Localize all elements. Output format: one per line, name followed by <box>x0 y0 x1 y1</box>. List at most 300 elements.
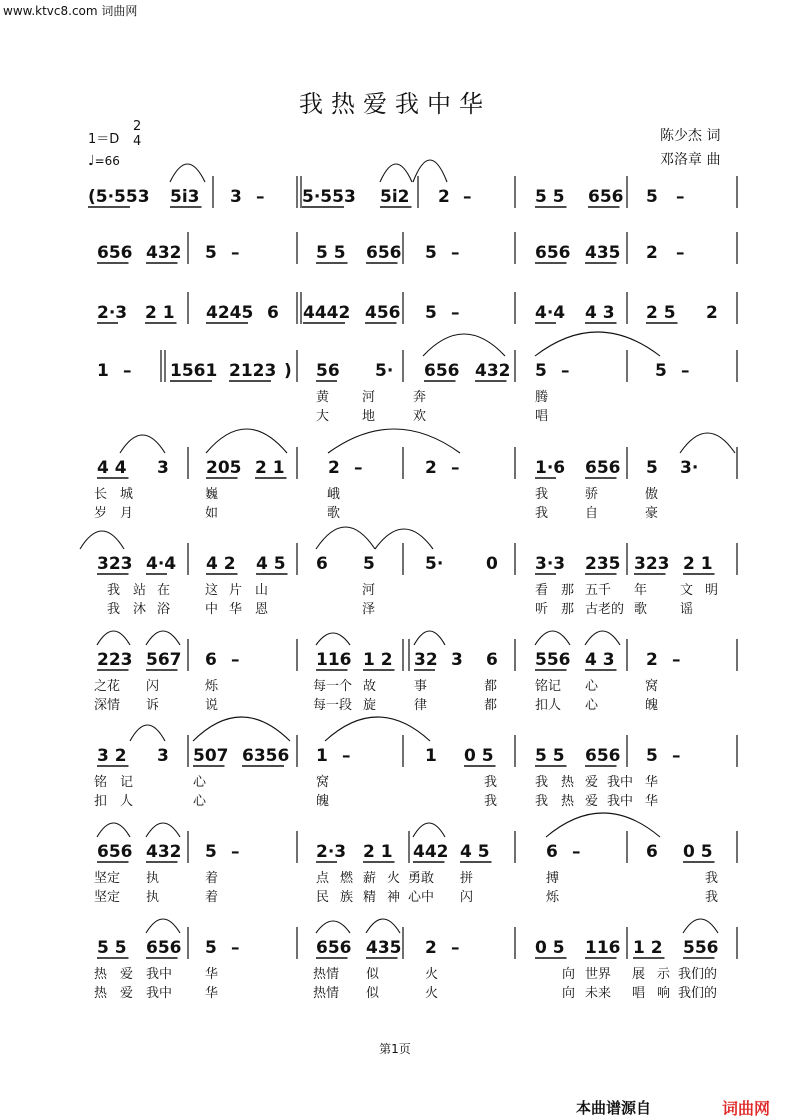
note-group: – <box>681 361 690 381</box>
lyric-syllable: 窝 <box>645 679 659 694</box>
score-system <box>94 429 737 521</box>
note-group: 432 <box>146 243 182 263</box>
slur-arc <box>535 631 570 645</box>
lyric-syllable: 爱 <box>120 967 134 982</box>
lyric-syllable: 华 <box>205 986 219 1001</box>
lyric-syllable: 我们的 <box>678 986 718 1001</box>
lyric-syllable: 欢 <box>413 409 427 424</box>
lyric-syllable: 心中 <box>408 890 435 905</box>
note-group: 3 <box>451 650 463 670</box>
lyric-syllable: 族 <box>340 890 354 905</box>
note-group: 656 <box>588 187 624 207</box>
lyric-syllable: 我 <box>705 871 719 886</box>
slur-arc <box>535 332 660 356</box>
note-group: 4 3 <box>585 303 615 323</box>
lyric-syllable: 华 <box>645 775 659 790</box>
lyric-syllable: 我 <box>484 794 498 809</box>
lyric-syllable: 古老的 <box>585 602 625 617</box>
lyric-syllable: 我 <box>535 506 549 521</box>
note-group: 656 <box>535 243 571 263</box>
lyric-syllable: 我 <box>535 487 549 502</box>
note-group: 5· <box>375 361 394 381</box>
note-group: – <box>676 243 685 263</box>
lyric-syllable: 我 <box>107 583 121 598</box>
note-group: 456 <box>365 303 401 323</box>
note-group: 4 2 <box>206 554 236 574</box>
note-group: 3·3 <box>535 554 566 574</box>
lyric-syllable: 文 <box>680 583 694 598</box>
note-group: – <box>451 303 460 323</box>
note-group: 5 <box>205 938 217 958</box>
source-label: 本曲谱源自 <box>576 1099 652 1117</box>
time-signature-top: 2 <box>133 119 142 134</box>
score-system <box>88 160 737 208</box>
note-group: 2 <box>646 650 658 670</box>
lyric-syllable: 每一段 <box>313 698 353 713</box>
note-group: 2 5 <box>646 303 676 323</box>
lyric-syllable: 热情 <box>313 986 340 1001</box>
note-group: 1 <box>97 361 109 381</box>
note-group: 5 <box>425 243 437 263</box>
note-group: 0 5 <box>683 842 713 862</box>
slur-arc <box>193 717 290 741</box>
lyric-syllable: 爱 <box>585 794 599 809</box>
lyric-syllable: 似 <box>366 986 380 1001</box>
slur-arc <box>585 631 620 645</box>
lyric-syllable: 事 <box>414 679 428 694</box>
note-group: 5 5 <box>535 187 565 207</box>
note-group: – <box>561 361 570 381</box>
lyric-syllable: 泽 <box>362 602 376 617</box>
lyricist-credit: 陈少杰 词 <box>660 128 721 144</box>
lyric-syllable: 那 <box>561 583 575 598</box>
note-group: – <box>672 746 681 766</box>
lyric-syllable: 歌 <box>327 506 341 521</box>
lyric-syllable: 记 <box>120 775 134 790</box>
slur-arc <box>146 631 180 645</box>
note-group: – <box>231 938 240 958</box>
note-group: 323 <box>97 554 133 574</box>
note-group: 5 <box>363 554 375 574</box>
note-group: 432 <box>475 361 511 381</box>
note-group: 205 <box>206 458 242 478</box>
note-group: 5 <box>205 842 217 862</box>
slur-arc <box>375 529 433 549</box>
lyric-syllable: 五千 <box>585 583 612 598</box>
tempo-value: =66 <box>94 154 120 168</box>
note-group: 5i3 <box>170 187 200 207</box>
note-group: 3· <box>680 458 699 478</box>
key-signature: 1＝D <box>88 132 120 147</box>
lyric-syllable: 腾 <box>535 390 549 405</box>
lyric-syllable: 我 <box>535 794 549 809</box>
note-group: 5·553 <box>302 187 356 207</box>
note-group: 1 2 <box>363 650 393 670</box>
note-group: 435 <box>366 938 402 958</box>
lyric-syllable: 看 <box>535 583 549 598</box>
lyric-syllable: 峨 <box>327 487 341 502</box>
slur-arc <box>80 531 124 549</box>
note-group: 656 <box>146 938 182 958</box>
lyric-syllable: 未来 <box>585 986 612 1001</box>
lyric-syllable: 华 <box>205 967 219 982</box>
lyric-syllable: 热情 <box>313 967 340 982</box>
slur-arc <box>325 717 430 741</box>
lyric-syllable: 恩 <box>255 602 269 617</box>
lyric-syllable: 魄 <box>316 794 330 809</box>
note-group: 5 <box>205 243 217 263</box>
note-group: 2 1 <box>145 303 175 323</box>
lyric-syllable: 爱 <box>585 775 599 790</box>
lyric-syllable: 深情 <box>94 698 121 713</box>
note-group: 656 <box>585 746 621 766</box>
lyric-syllable: 我中 <box>146 986 173 1001</box>
note-group: 2 <box>706 303 718 323</box>
score-system <box>80 527 737 617</box>
lyric-syllable: 唱 <box>535 409 549 424</box>
note-group: 6 <box>486 650 498 670</box>
note-group: 223 <box>97 650 133 670</box>
lyric-syllable: 心 <box>585 679 599 694</box>
note-group: 6 <box>646 842 658 862</box>
slur-arc <box>316 921 350 933</box>
note-group: – <box>256 187 265 207</box>
lyric-syllable: 山 <box>255 583 269 598</box>
note-group: 56 <box>316 361 340 381</box>
note-group: 556 <box>683 938 719 958</box>
note-group: 5 <box>655 361 667 381</box>
note-group: 4442 <box>303 303 351 323</box>
lyric-syllable: 执 <box>146 871 160 886</box>
slur-arc <box>170 164 205 182</box>
note-group: 5 <box>425 303 437 323</box>
note-group: 2·3 <box>97 303 128 323</box>
lyric-syllable: 地 <box>362 409 376 424</box>
lyric-syllable: 华 <box>229 602 243 617</box>
note-group: 656 <box>366 243 402 263</box>
slur-arc <box>146 823 180 837</box>
note-group: 5i2 <box>380 187 410 207</box>
note-group: 556 <box>535 650 571 670</box>
lyric-syllable: 旋 <box>363 698 377 713</box>
score-system <box>94 919 737 1001</box>
lyric-syllable: 火 <box>425 986 439 1001</box>
note-group: 5· <box>425 554 444 574</box>
lyric-syllable: 热 <box>561 775 575 790</box>
note-group: 6356 <box>242 746 290 766</box>
lyric-syllable: 示 <box>657 967 671 982</box>
lyric-syllable: 每一个 <box>313 679 353 694</box>
note-group: – <box>451 938 460 958</box>
note-group: 3 <box>157 746 169 766</box>
site-watermark: www.ktvc8.com 词曲网 <box>3 4 138 18</box>
note-group: 507 <box>193 746 229 766</box>
note-group: 656 <box>97 842 133 862</box>
note-group: 5 5 <box>316 243 346 263</box>
lyric-syllable: 火 <box>387 871 401 886</box>
lyric-syllable: 薪 <box>363 871 377 886</box>
note-group: 2 <box>328 458 340 478</box>
note-group: – <box>231 842 240 862</box>
lyric-syllable: 豪 <box>645 506 659 521</box>
note-group: 4245 <box>206 303 254 323</box>
note-group: 2 <box>425 938 437 958</box>
note-group: 1561 <box>170 361 218 381</box>
lyric-syllable: 长 <box>94 487 108 502</box>
note-group: – <box>231 243 240 263</box>
note-group: 5 <box>646 458 658 478</box>
note-group: 4 4 <box>97 458 127 478</box>
lyric-syllable: 爱 <box>120 986 134 1001</box>
note-group: 3 <box>157 458 169 478</box>
note-group: 5 <box>646 187 658 207</box>
slur-arc <box>414 631 445 645</box>
lyric-syllable: 我 <box>107 602 121 617</box>
lyric-syllable: 在 <box>157 583 171 598</box>
lyric-syllable: 火 <box>425 967 439 982</box>
lyric-syllable: 我 <box>705 890 719 905</box>
note-group: 2 <box>438 187 450 207</box>
note-group: 1 2 <box>633 938 663 958</box>
note-group: 323 <box>634 554 670 574</box>
note-group: 2 1 <box>683 554 713 574</box>
lyric-syllable: 我 <box>535 775 549 790</box>
lyric-syllable: 燃 <box>340 871 354 886</box>
lyric-syllable: 奔 <box>413 390 427 405</box>
lyric-syllable: 响 <box>657 986 671 1001</box>
score-system <box>97 332 737 424</box>
score-system <box>94 631 737 713</box>
score-system <box>97 292 737 324</box>
lyric-syllable: 心 <box>193 794 207 809</box>
note-group: – <box>463 187 472 207</box>
note-group: 1 <box>425 746 437 766</box>
note-group: 116 <box>585 938 621 958</box>
note-group: 0 5 <box>464 746 494 766</box>
lyric-syllable: 点 <box>316 871 330 886</box>
lyric-syllable: 那 <box>561 602 575 617</box>
time-signature-bottom: 4 <box>133 134 142 149</box>
lyric-syllable: 闪 <box>146 679 160 694</box>
lyric-syllable: 神 <box>387 890 401 905</box>
lyric-syllable: 烁 <box>205 679 219 694</box>
slur-arc <box>413 823 445 837</box>
lyric-syllable: 自 <box>585 506 599 521</box>
note-group: 2 <box>646 243 658 263</box>
lyric-syllable: 故 <box>363 679 377 694</box>
slur-arc <box>206 429 287 453</box>
note-group: 3 <box>230 187 242 207</box>
note-group: (5·553 <box>88 187 150 207</box>
note-group: 2 1 <box>255 458 285 478</box>
slur-arc <box>366 919 400 933</box>
lyric-syllable: 铭记 <box>535 679 562 694</box>
note-group: – <box>354 458 363 478</box>
slur-arc <box>423 334 505 356</box>
note-group: 2 1 <box>363 842 393 862</box>
note-group: 3 2 <box>97 746 127 766</box>
lyric-syllable: 华 <box>645 794 659 809</box>
lyric-syllable: 浴 <box>157 602 171 617</box>
note-group: 0 5 <box>535 938 565 958</box>
lyric-syllable: 黄 <box>316 390 330 405</box>
note-group: 2123 <box>229 361 277 381</box>
lyric-syllable: 似 <box>366 967 380 982</box>
lyric-syllable: 坚定 <box>94 890 121 905</box>
lyric-syllable: 着 <box>205 871 219 886</box>
slur-arc <box>546 813 660 837</box>
lyric-syllable: 歌 <box>634 602 648 617</box>
lyric-syllable: 民 <box>316 890 330 905</box>
slur-arc <box>680 433 735 453</box>
lyric-syllable: 搏 <box>546 871 560 886</box>
lyric-syllable: 坚定 <box>94 871 121 886</box>
note-group: – <box>451 243 460 263</box>
lyric-syllable: 说 <box>205 698 219 713</box>
note-group: – <box>231 650 240 670</box>
slur-arc <box>316 633 350 645</box>
lyric-syllable: 热 <box>94 986 108 1001</box>
note-group: 116 <box>316 650 352 670</box>
lyric-syllable: 中 <box>205 602 219 617</box>
lyric-syllable: 向 <box>562 986 576 1001</box>
lyric-syllable: 热 <box>561 794 575 809</box>
note-group: 4 3 <box>585 650 615 670</box>
lyric-syllable: 沐 <box>133 602 147 617</box>
note-group: – <box>123 361 132 381</box>
note-group: 5 5 <box>97 938 127 958</box>
note-group: 4 5 <box>256 554 286 574</box>
lyric-syllable: 我们的 <box>678 967 718 982</box>
note-group: 4·4 <box>146 554 177 574</box>
lyric-syllable: 年 <box>634 583 648 598</box>
page-number: 第1页 <box>379 1042 411 1056</box>
lyric-syllable: 谣 <box>680 602 694 617</box>
lyric-syllable: 扣 <box>94 794 108 809</box>
slur-arc <box>97 823 130 837</box>
note-group: 432 <box>146 842 182 862</box>
note-group: 6 <box>546 842 558 862</box>
note-group: 235 <box>585 554 621 574</box>
lyric-syllable: 巍 <box>205 487 219 502</box>
note-group: 32 <box>414 650 438 670</box>
note-group: 4·4 <box>535 303 566 323</box>
lyric-syllable: 精 <box>363 890 377 905</box>
note-group: – <box>672 650 681 670</box>
lyric-syllable: 河 <box>362 390 376 405</box>
note-group: 0 <box>486 554 498 574</box>
lyric-syllable: 扣人 <box>535 698 562 713</box>
lyric-syllable: 骄 <box>585 487 599 502</box>
lyric-syllable: 之花 <box>94 679 121 694</box>
lyric-syllable: 窝 <box>316 775 330 790</box>
lyric-syllable: 人 <box>120 794 134 809</box>
lyric-syllable: 岁 <box>94 506 108 521</box>
slur-arc <box>146 919 180 933</box>
lyric-syllable: 世界 <box>585 967 612 982</box>
lyric-syllable: 傲 <box>645 487 659 502</box>
note-group: 6 <box>316 554 328 574</box>
lyric-syllable: 明 <box>705 583 719 598</box>
score-system <box>94 717 737 809</box>
lyric-syllable: 都 <box>484 698 498 713</box>
lyric-syllable: 勇敢 <box>408 871 435 886</box>
note-group: – <box>451 458 460 478</box>
note-group: 1·6 <box>535 458 566 478</box>
lyric-syllable: 这 <box>205 583 219 598</box>
lyric-syllable: 听 <box>535 602 549 617</box>
note-group: ) <box>284 361 292 381</box>
lyric-syllable: 站 <box>133 583 147 598</box>
score-system <box>97 232 737 264</box>
lyric-syllable: 铭 <box>94 775 108 790</box>
lyric-syllable: 向 <box>562 967 576 982</box>
note-group: – <box>572 842 581 862</box>
lyric-syllable: 诉 <box>146 698 160 713</box>
lyric-syllable: 着 <box>205 890 219 905</box>
note-group: 5 <box>535 361 547 381</box>
slur-arc <box>328 429 460 453</box>
lyric-syllable: 魄 <box>645 698 659 713</box>
lyric-syllable: 如 <box>205 506 219 521</box>
lyric-syllable: 我中 <box>607 794 634 809</box>
lyric-syllable: 我中 <box>607 775 634 790</box>
note-group: 435 <box>585 243 621 263</box>
note-group: 442 <box>413 842 449 862</box>
note-group: 656 <box>97 243 133 263</box>
slur-arc <box>683 919 718 933</box>
score-system <box>94 813 737 905</box>
lyric-syllable: 热 <box>94 967 108 982</box>
lyric-syllable: 河 <box>362 583 376 598</box>
slur-arc <box>97 631 130 645</box>
lyric-syllable: 唱 <box>632 986 646 1001</box>
note-group: 4 5 <box>460 842 490 862</box>
lyric-syllable: 大 <box>316 409 330 424</box>
note-group: – <box>342 746 351 766</box>
note-group: 2 <box>425 458 437 478</box>
note-group: 656 <box>585 458 621 478</box>
lyric-syllable: 心 <box>585 698 599 713</box>
quarter-note-icon: ♩ <box>88 153 95 169</box>
lyric-syllable: 烁 <box>546 890 560 905</box>
lyric-syllable: 我中 <box>146 967 173 982</box>
lyric-syllable: 展 <box>632 967 646 982</box>
slur-arc <box>120 435 165 453</box>
lyric-syllable: 都 <box>484 679 498 694</box>
note-group: 656 <box>424 361 460 381</box>
note-group: 6 <box>205 650 217 670</box>
song-title: 我热爱我中华 <box>299 90 491 118</box>
lyric-syllable: 执 <box>146 890 160 905</box>
lyric-syllable: 我 <box>484 775 498 790</box>
note-group: 6 <box>267 303 279 323</box>
note-group: – <box>676 187 685 207</box>
slur-arc <box>130 725 165 741</box>
note-group: 656 <box>316 938 352 958</box>
lyric-syllable: 心 <box>193 775 207 790</box>
note-group: 5 5 <box>535 746 565 766</box>
brand-logo: 词曲网 <box>722 1099 771 1118</box>
lyric-syllable: 闪 <box>460 890 474 905</box>
lyric-syllable: 片 <box>229 583 243 598</box>
note-group: 1 <box>316 746 328 766</box>
slur-arc <box>316 527 375 549</box>
slur-arc <box>380 164 412 182</box>
lyric-syllable: 月 <box>120 506 134 521</box>
note-group: 5 <box>646 746 658 766</box>
note-group: 2·3 <box>316 842 347 862</box>
